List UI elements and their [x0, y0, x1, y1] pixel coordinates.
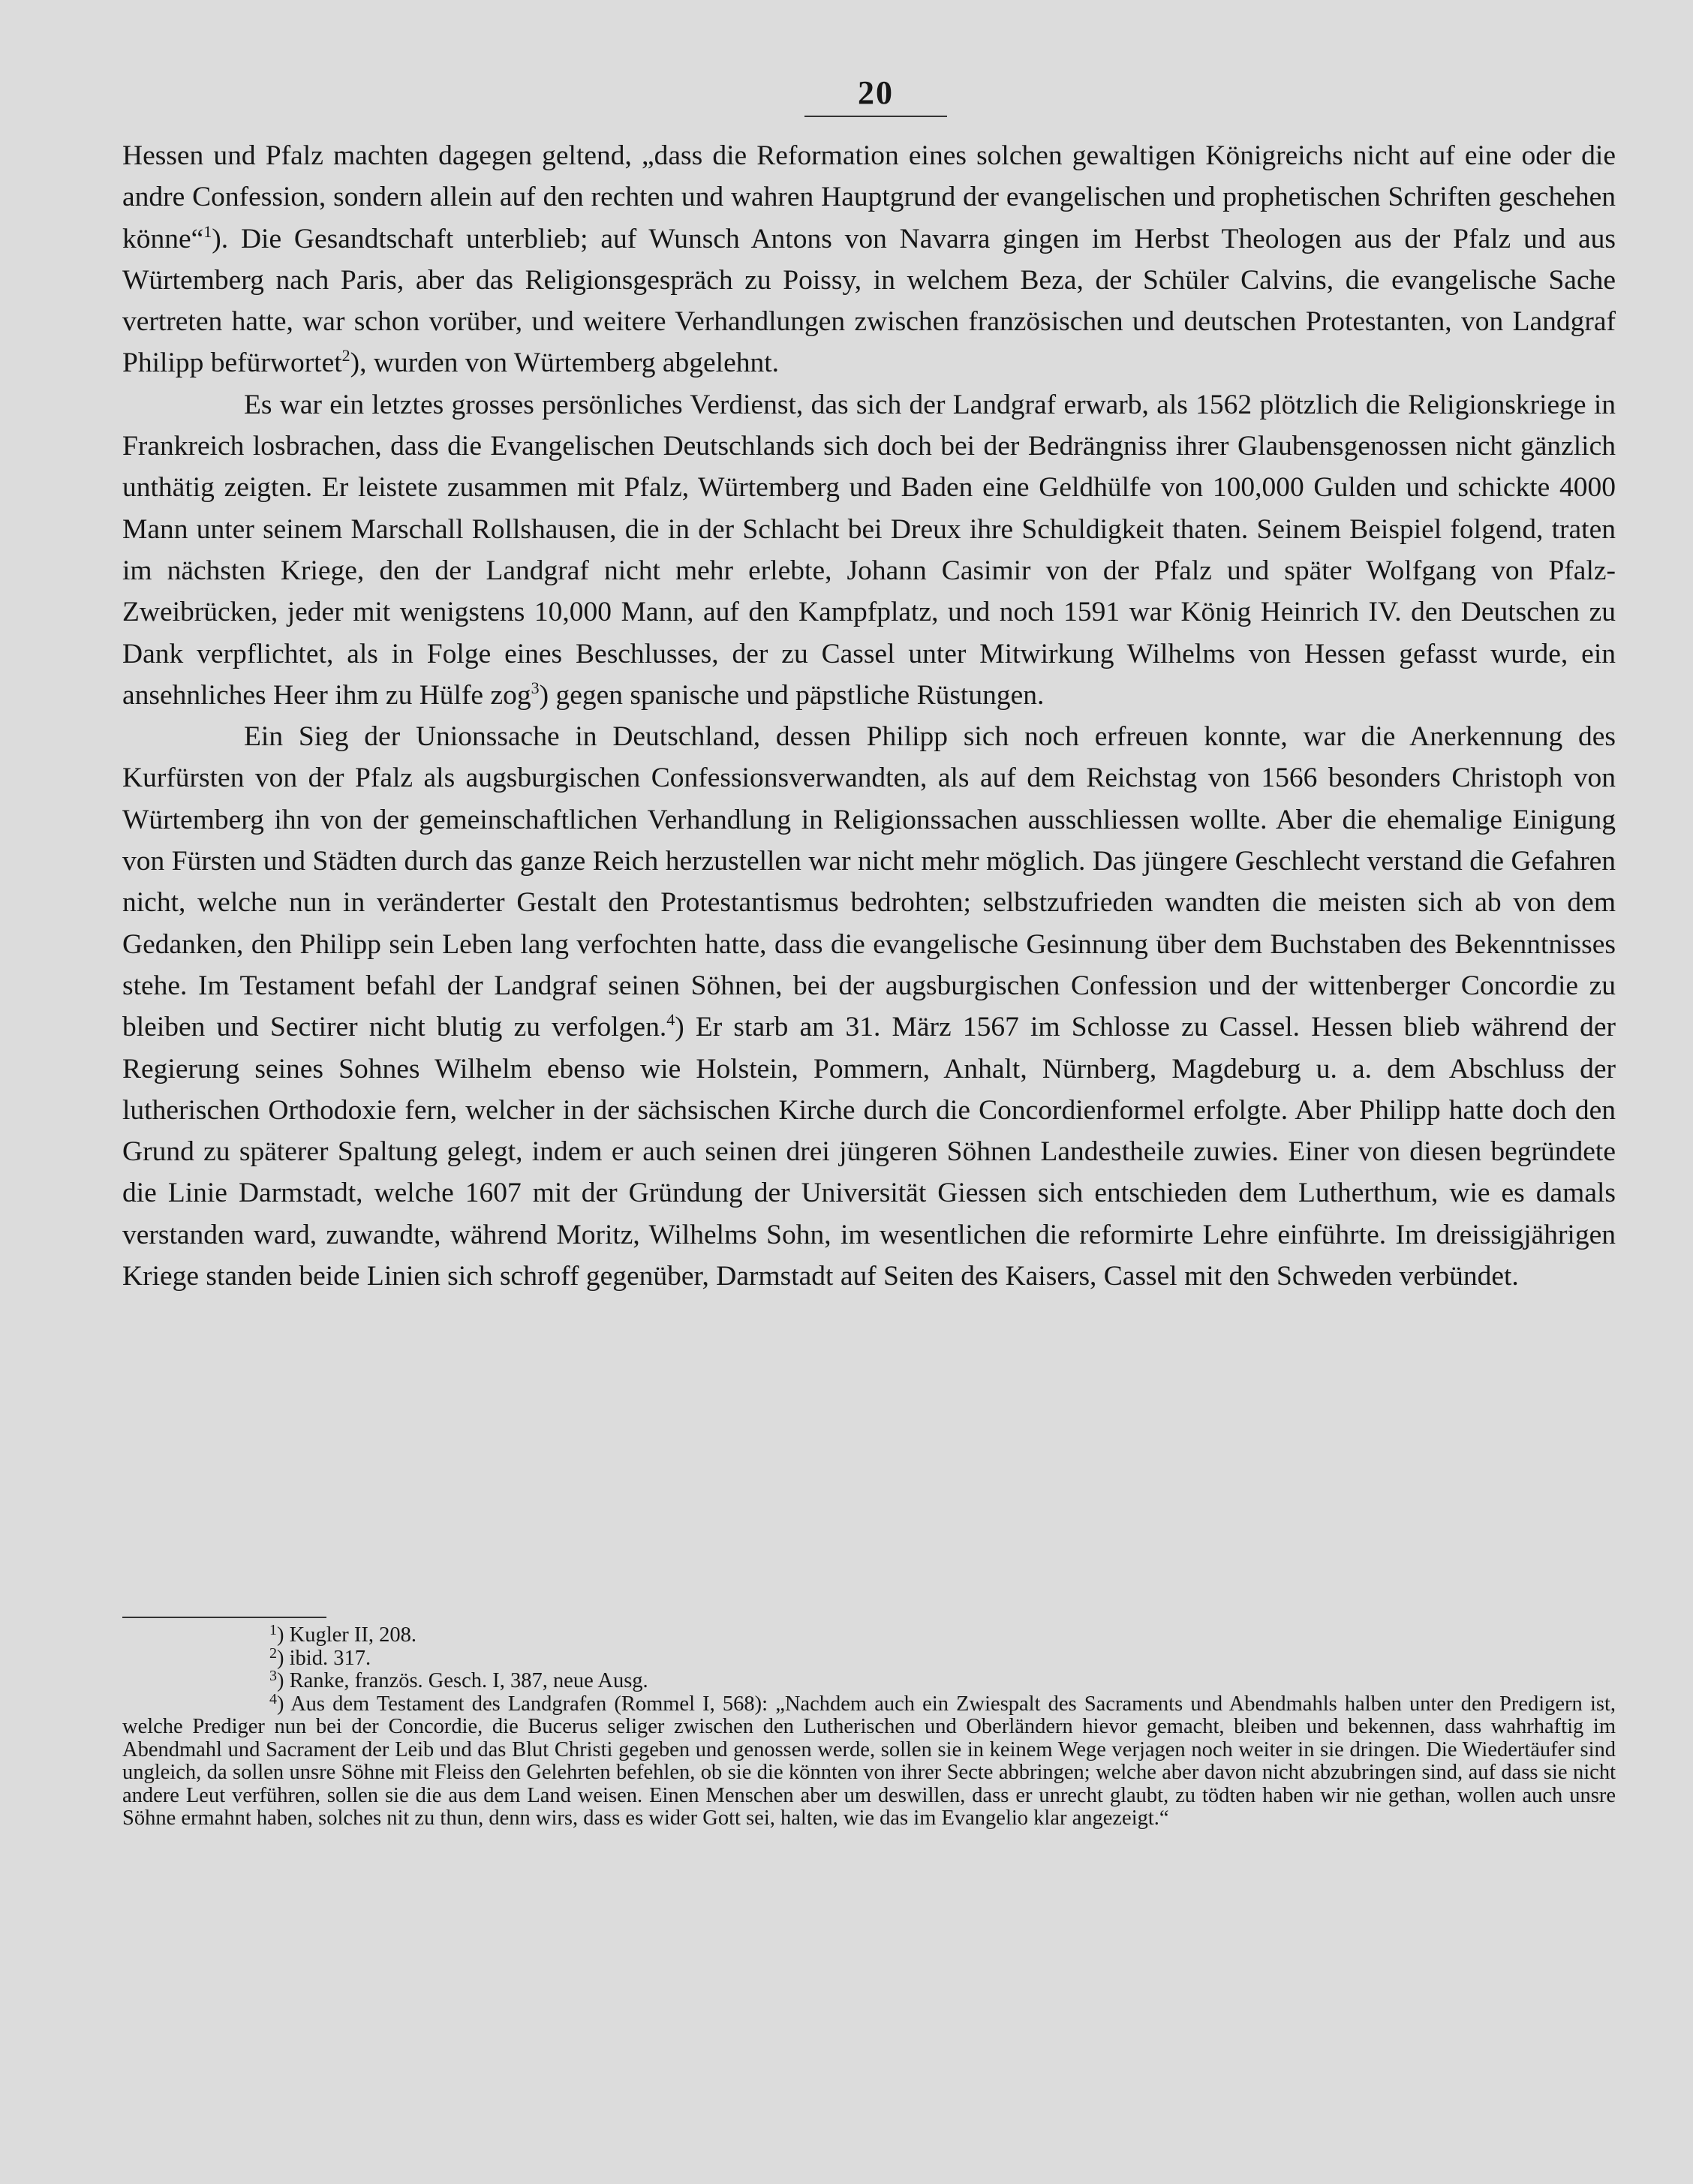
paragraph-text: Hessen und Pfalz machten dagegen geltend, „dass die Reformation eines solchen gewaltigen Königreichs nicht auf eine oder die andre Confession, sondern allein auf den rechten und wahren Hauptgrund der evangelischen und prophetischen Schriften geschehen könne“: [122, 140, 1616, 254]
footnotes: [122, 1624, 1616, 1831]
footnote-4: [122, 1690, 1616, 1831]
footnote-2: [122, 1644, 1616, 1671]
paragraph-text: ). Die Gesandtschaft unterblieb; auf Wunsch Antons von Navarra gingen im Herbst Theologen aus der Pfalz und aus Würtemberg nach Paris, aber das Religionsgespräch zu Poissy, in welchem Beza, der Schüler Calvins, die evangelische Sache vertreten hatte, war schon vorüber, und weitere Verhandlungen zwischen französischen und deutschen Protestanten, von Landgraf Philipp befürwortet: [122, 223, 1616, 379]
paragraph-text: ) Er starb am 31. März 1567 im Schlosse zu Cassel. Hessen blieb während der Regierung seines Sohnes Wilhelm ebenso wie Holstein, Pommern, Anhalt, Nürnberg, Magdeburg u. a. dem Abschluss der lutherischen Orthodoxie fern, welcher in der sächsischen Kirche durch die Concordienformel erfolgte. Aber Philipp hatte doch den Grund zu späterer Spaltung gelegt, indem er auch seinen drei jüngeren Söhnen Landestheile zuwies. Einer von diesen begründete die Linie Darmstadt, welche 1607 mit der Gründung der Universität Giessen sich entschieden dem Lutherthum, wie es damals verstanden ward, zuwandte, während Moritz, Wilhelms Sohn, im wesentlichen die reformirte Lehre einführte. Im dreissigjährigen Kriege standen beide Linien sich schroff gegenüber, Darmstadt auf Seiten des Kaisers, Cassel mit den Schweden verbündet.: [122, 1012, 1616, 1292]
page-number-rule: [804, 116, 947, 117]
footnote-mark: 1: [269, 1622, 277, 1638]
paragraph-1: [122, 135, 1616, 384]
footnote-1: [122, 1624, 1616, 1647]
footnote-text: ) Ranke, französ. Gesch. I, 387, neue Ausg.: [277, 1669, 648, 1692]
footnote-3: [122, 1670, 1616, 1693]
paragraph-3: [122, 716, 1616, 1297]
paragraph-text: Ein Sieg der Unionssache in Deutschland, dessen Philipp sich noch erfreuen konnte, war die Anerkennung des Kurfürsten von der Pfalz als augsburgischen Confessionsverwandten, als auf dem Reichstag von 1566 besonders Christoph von Würtemberg ihn von der gemeinschaftlichen Verhandlung in Religionssachen ausschliessen wollte. Aber die ehemalige Einigung von Fürsten und Städten durch das ganze Reich herzustellen war nicht mehr möglich. Das jüngere Geschlecht verstand die Gefahren nicht, welche nun in veränderter Gestalt den Protestantismus bedrohten; selbstzufrieden wandten die meisten sich ab von dem Gedanken, den Philipp sein Leben lang verfochten hatte, dass die evangelische Gesinnung über dem Buchstaben des Bekenntnisses stehe. Im Testament befahl der Landgraf seinen Söhnen, bei der augsburgischen Confession und der wittenberger Concordie zu bleiben und Sectirer nicht blutig zu verfolgen.: [122, 721, 1616, 1043]
footnote-mark: 2: [269, 1644, 277, 1662]
footnote-mark: 4: [269, 1690, 277, 1707]
footnote-separator: [122, 1617, 326, 1618]
footnote-ref: 2: [341, 346, 350, 366]
footnote-text: ) Kugler II, 208.: [277, 1623, 416, 1647]
paragraph-text: ), wurden von Würtemberg abgelehnt.: [350, 347, 780, 379]
paragraph-text: Es war ein letztes grosses persönliches Verdienst, das sich der Landgraf erwarb, als 1562 plötzlich die Religionskriege in Frankreich losbrachen, dass die Evangelischen Deutschlands sich doch bei der Bedrängniss ihrer Glaubensgenossen nicht gänzlich unthätig zeigten. Er leistete zusammen mit Pfalz, Würtemberg und Baden eine Geldhülfe von 100,000 Gulden und schickte 4000 Mann unter seinem Marschall Rollshausen, die in der Schlacht bei Dreux ihre Schuldigkeit thaten. Seinem Beispiel folgend, traten im nächsten Kriege, den der Landgraf nicht mehr erlebte, Johann Casimir von der Pfalz und später Wolfgang von Pfalz-Zweibrücken, jeder mit wenigstens 10,000 Mann, auf den Kampfplatz, und noch 1591 war König Heinrich IV. den Deutschen zu Dank verpflichtet, als in Folge eines Beschlusses, der zu Cassel unter Mitwirkung Wilhelms von Hessen gefasst wurde, ein ansehnliches Heer ihm zu Hülfe zog: [122, 389, 1616, 711]
footnote-ref: 4: [666, 1010, 675, 1030]
main-text: [122, 135, 1616, 1297]
paragraph-2: [122, 384, 1616, 716]
page-number: 20: [858, 74, 894, 111]
footnote-ref: 1: [203, 221, 212, 241]
paragraph-text: ) gegen spanische und päpstliche Rüstungen.: [539, 679, 1045, 711]
footnote-text: ) ibid. 317.: [277, 1646, 371, 1670]
footnote-ref: 3: [531, 678, 540, 697]
footnote-mark: 3: [269, 1668, 277, 1684]
footnote-text: ) Aus dem Testament des Landgrafen (Rommel I, 568): „Nachdem auch ein Zwiespalt des Sacraments und Abendmahls halben unter den Predigern ist, welche Prediger nun bei der Concordie, die Bucerus seliger zwischen den Lutherischen und Oberländern hievor gemacht, bleiben und bekennen, dass wahrhaftig im Abendmahl und Sacrament der Leib und das Blut Christi gegeben und genossen werde, sollen sie in keinem Wege verjagen noch weiter in sie dringen. Die Wiedertäufer sind ungleich, da sollen unsre Söhne mit Fleiss den Gelehrten befehlen, ob sie die könnten von ihrer Secte abbringen; welche aber davon nicht abzubringen sind, auf dass sie nicht andere Leut verführen, sollen sie die aus dem Land weisen. Einen Menschen aber um deswillen, dass er unrecht glaubt, zu tödten haben wir nie gethan, wollen auch unsre Söhne ermahnt haben, solches nit zu thun, denn wirs, dass es wider Gott sei, halten, wie das im Evangelio klar angezeigt.“: [122, 1692, 1616, 1830]
